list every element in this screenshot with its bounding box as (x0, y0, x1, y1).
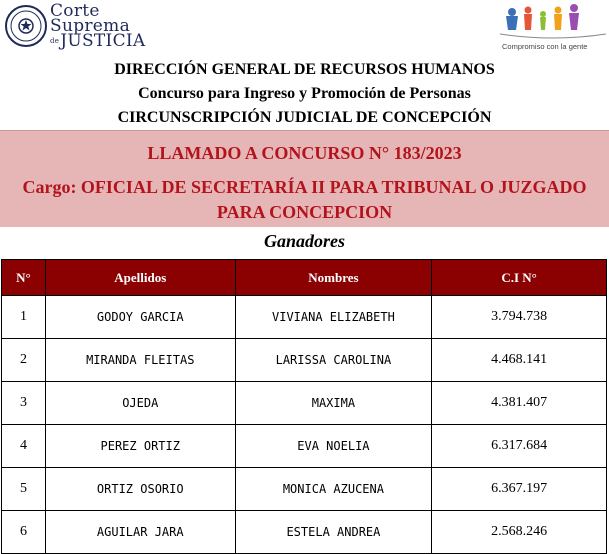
contest-cargo: Cargo: OFICIAL DE SECRETARÍA II PARA TRIBUNAL O JUZGADO PARA CONCEPCION (22, 177, 587, 222)
cell-apellidos: PEREZ ORTIZ (45, 425, 235, 468)
court-seal-icon (4, 4, 48, 48)
cell-number: 3 (2, 382, 46, 425)
cell-apellidos: ORTIZ OSORIO (45, 468, 235, 511)
table-row (2, 382, 607, 425)
table-row (2, 339, 607, 382)
header-line-2: Concurso para Ingreso y Promoción de Personas (138, 85, 471, 102)
people-logo-icon (498, 2, 608, 42)
cell-nombres: MONICA AZUCENA (235, 468, 432, 511)
logo-line-corte: Corte (50, 1, 100, 21)
winners-table (1, 259, 607, 554)
col-header-apellidos: Apellidos (45, 260, 235, 296)
cell-ci: 4.381.407 (432, 382, 607, 425)
cell-nombres: VIVIANA ELIZABETH (235, 296, 432, 339)
logo-slogan: Compromiso con la gente (502, 42, 588, 51)
cell-ci: 6.317.684 (432, 425, 607, 468)
corte-suprema-logo (4, 1, 146, 56)
compromiso-logo (498, 2, 608, 56)
col-header-number: N° (2, 260, 46, 296)
table-row (2, 296, 607, 339)
cell-ci: 3.794.738 (432, 296, 607, 339)
cell-number: 5 (2, 468, 46, 511)
contest-banner (0, 130, 609, 227)
table-row (2, 468, 607, 511)
cell-apellidos: OJEDA (45, 382, 235, 425)
logo-line-justicia: JUSTICIA (60, 31, 146, 51)
cell-ci: 2.568.246 (432, 511, 607, 554)
contest-title: LLAMADO A CONCURSO N° 183/2023 (147, 143, 462, 163)
cell-apellidos: GODOY GARCIA (45, 296, 235, 339)
cell-apellidos: MIRANDA FLEITAS (45, 339, 235, 382)
cell-apellidos: AGUILAR JARA (45, 511, 235, 554)
cell-ci: 6.367.197 (432, 468, 607, 511)
header-line-1: DIRECCIÓN GENERAL DE RECURSOS HUMANOS (114, 61, 495, 78)
table-header-row (2, 260, 607, 296)
col-header-ci: C.I N° (432, 260, 607, 296)
cell-ci: 4.468.141 (432, 339, 607, 382)
cell-nombres: ESTELA ANDREA (235, 511, 432, 554)
cell-nombres: EVA NOELIA (235, 425, 432, 468)
col-header-nombres: Nombres (235, 260, 432, 296)
winners-subtitle: Ganadores (263, 231, 345, 251)
cell-number: 6 (2, 511, 46, 554)
table-row (2, 511, 607, 554)
cell-number: 4 (2, 425, 46, 468)
cell-nombres: LARISSA CAROLINA (235, 339, 432, 382)
table-row (2, 425, 607, 468)
cell-number: 2 (2, 339, 46, 382)
logo-line-suprema: Suprema (50, 16, 131, 36)
header-line-3: CIRCUNSCRIPCIÓN JUDICIAL DE CONCEPCIÓN (117, 109, 492, 126)
logo-line-de: de (50, 37, 60, 45)
cell-nombres: MAXIMA (235, 382, 432, 425)
cell-number: 1 (2, 296, 46, 339)
